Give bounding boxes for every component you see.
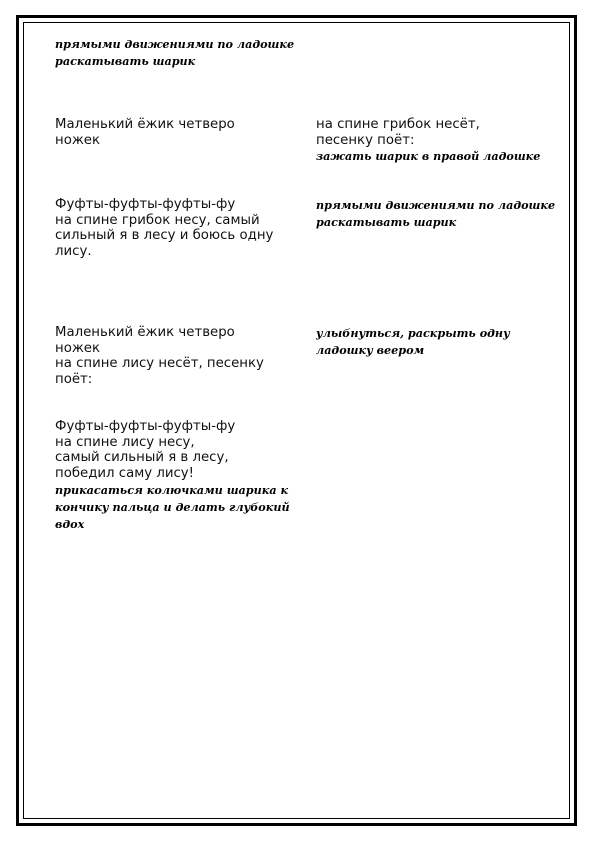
instruction-line: раскатывать шарик (55, 54, 196, 68)
verse2-left (55, 197, 273, 259)
verse1-left (55, 117, 235, 148)
verse-line: на спине грибок несу, самый (55, 212, 260, 228)
verse4-instruction (55, 482, 290, 533)
verse1-right-instruction (316, 148, 540, 165)
verse1-right (316, 117, 480, 148)
instruction-line: прикасаться колючками шарика к (55, 483, 289, 497)
verse-line: лису. (55, 243, 92, 259)
verse-line: поёт: (55, 371, 93, 387)
verse-line: Маленький ёжик четверо (55, 117, 235, 132)
verse-line: победил саму лису! (55, 465, 195, 481)
verse-line: на спине лису несу, (55, 434, 195, 450)
verse-line: ножек (55, 340, 101, 356)
instruction-line: улыбнуться, раскрыть одну (316, 326, 510, 340)
verse-line: на спине лису несёт, песенку (55, 356, 264, 371)
verse-line: самый сильный я в лесу, (55, 450, 229, 465)
top-instruction (55, 36, 294, 70)
instruction-line: прямыми движениями по ладошке (316, 198, 556, 212)
verse-line: Фуфты-фуфты-фуфты-фу (55, 197, 236, 212)
instruction-line: ладошку веером (316, 343, 425, 357)
verse-line: на спине грибок несёт, (316, 117, 480, 132)
verse-line: ножек (55, 132, 101, 148)
instruction-line: раскатывать шарик (316, 215, 457, 229)
instruction-line: зажать шарик в правой ладошке (316, 149, 541, 163)
verse-line: Фуфты-фуфты-фуфты-фу (55, 419, 236, 434)
instruction-line: кончику пальца и делать глубокий (55, 500, 290, 514)
instruction-line: вдох (55, 517, 85, 531)
verse-line: Маленький ёжик четверо (55, 325, 235, 340)
verse3-left (55, 325, 264, 387)
verse-line: сильный я в лесу и боюсь одну (55, 228, 274, 243)
verse4-left (55, 419, 235, 481)
instruction-line: прямыми движениями по ладошке (55, 37, 295, 51)
verse-line: песенку поёт: (316, 132, 415, 148)
verse2-right-instruction (316, 197, 555, 231)
verse3-right-instruction (316, 325, 510, 359)
